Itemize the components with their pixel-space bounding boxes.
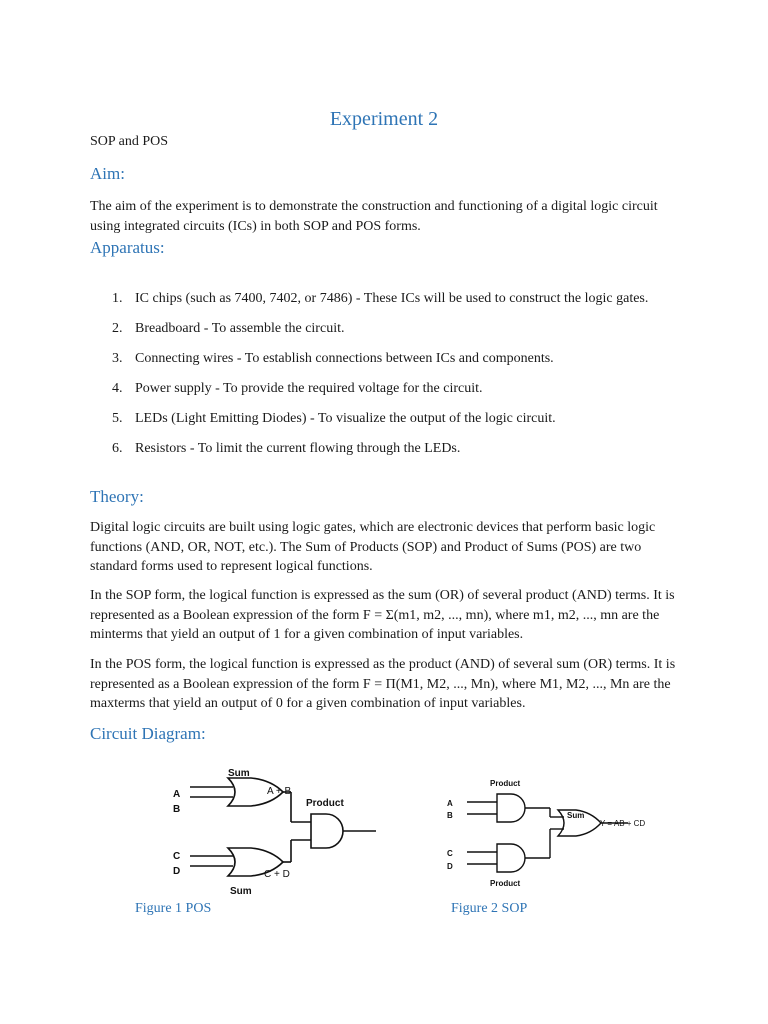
label-sum-top: Sum	[228, 768, 250, 779]
list-text: IC chips (such as 7400, 7402, or 7486) - These ICs will be used to construct the logic gates.	[135, 291, 649, 306]
page-title: Experiment 2	[329, 108, 439, 130]
list-item	[90, 319, 690, 339]
theory-paragraph: Digital logic circuits are built using logic gates, which are electronic devices that perform basic logic functions (AND, OR, NOT, etc.). The Sum of Products (SOP) and Product of Sums (POS) are two standard forms used to represent logical functions.	[90, 520, 656, 574]
label-c-plus-d: C + D	[264, 869, 290, 880]
theory-paragraph: In the SOP form, the logical function is expressed as the sum (OR) of several product (AND) terms. It is represented as a Boolean expression of the form F = Σ(m1, m2, ..., mn), where m1, m2, ..., mn are the minterms that yield an output of 1 for a given combination of input variables.	[90, 588, 675, 642]
label-c: C	[447, 849, 453, 858]
list-number: 4.	[112, 380, 123, 396]
aim-heading: Aim:	[90, 164, 125, 183]
list-text: Resistors - To limit the current flowing through the LEDs.	[135, 440, 461, 456]
list-item	[90, 439, 690, 459]
aim-text: The aim of the experiment is to demonstrate the construction and functioning of a digital logic circuit using integrated circuits (ICs) in both SOP and POS forms.	[90, 199, 658, 234]
label-sum-bottom: Sum	[230, 886, 252, 897]
and-gate-icon	[311, 814, 343, 848]
list-number: 3.	[112, 350, 123, 366]
label-a: A	[447, 799, 453, 808]
sop-circuit-diagram	[433, 772, 655, 892]
list-item	[90, 409, 690, 429]
list-text: Breadboard - To assemble the circuit.	[135, 320, 345, 336]
list-number: 1.	[112, 291, 123, 306]
theory-paragraph: In the POS form, the logical function is expressed as the product (AND) of several sum (OR) terms. It is represented as a Boolean expression of the form F = Π(M1, M2, ..., Mn), where M1, M2, ..., Mn are the maxterms that yield an output of 0 for a given combination of input variables.	[90, 657, 676, 711]
list-number: 2.	[112, 320, 123, 336]
pos-circuit-diagram	[156, 760, 382, 898]
label-product: Product	[306, 798, 344, 809]
apparatus-heading: Apparatus:	[90, 238, 165, 257]
and-gate-icon	[497, 844, 525, 872]
label-b: B	[173, 804, 181, 815]
label-output: Y = AB + CD	[600, 819, 646, 828]
figure-2-caption: Figure 2 SOP	[451, 901, 528, 916]
label-c: C	[173, 851, 181, 862]
theory-heading: Theory:	[90, 487, 144, 506]
figure-1-caption: Figure 1 POS	[135, 901, 212, 916]
list-number: 6.	[112, 440, 123, 456]
list-number: 5.	[112, 410, 123, 426]
list-text: Power supply - To provide the required voltage for the circuit.	[135, 380, 483, 396]
list-item	[90, 379, 690, 399]
page-subtitle: SOP and POS	[90, 134, 169, 149]
label-sum: Sum	[567, 811, 585, 820]
circuit-heading: Circuit Diagram:	[90, 724, 206, 743]
label-b: B	[447, 811, 453, 820]
list-text: Connecting wires - To establish connections between ICs and components.	[135, 350, 554, 366]
list-item	[90, 349, 690, 369]
label-d: D	[447, 862, 453, 871]
label-a-plus-b: A + B	[267, 786, 292, 797]
and-gate-icon	[497, 794, 525, 822]
list-item	[90, 289, 690, 309]
apparatus-list	[90, 289, 690, 458]
list-text: LEDs (Light Emitting Diodes) - To visualize the output of the logic circuit.	[135, 410, 556, 426]
label-product-bottom: Product	[490, 879, 521, 888]
label-a: A	[173, 789, 181, 800]
label-product-top: Product	[490, 779, 521, 788]
label-d: D	[173, 866, 181, 877]
